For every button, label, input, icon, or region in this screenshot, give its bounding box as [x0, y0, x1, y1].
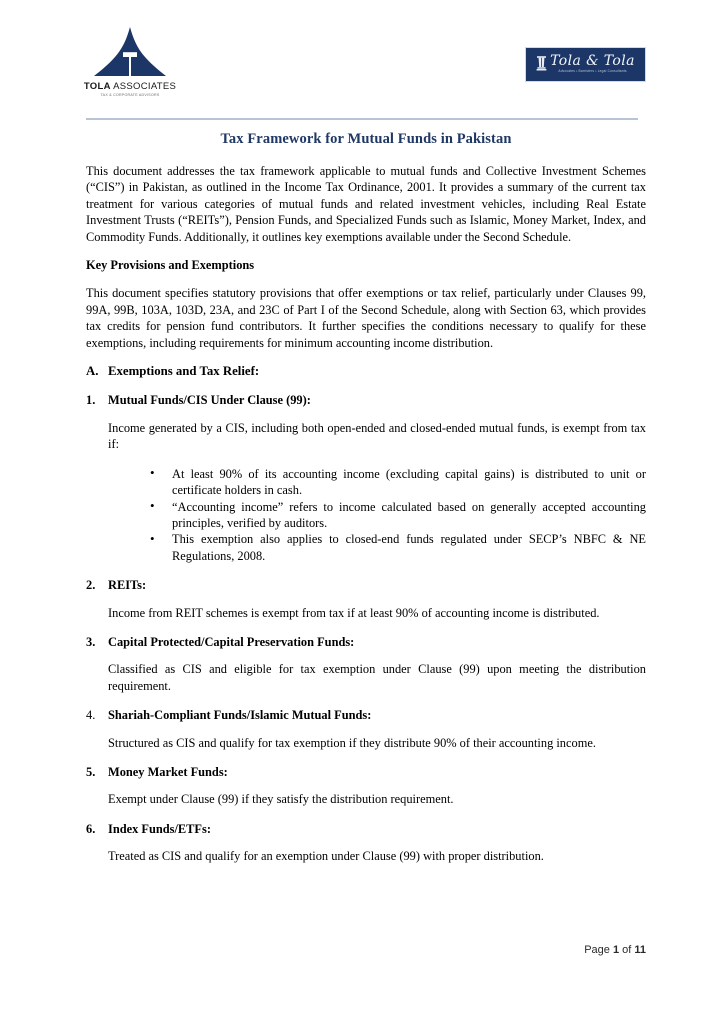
- tola-and-tola-logo: [525, 47, 646, 82]
- pillar-emblem-icon: [536, 55, 547, 71]
- item-3-title: Capital Protected/Capital Preservation Funds:: [108, 634, 355, 649]
- header-divider: [86, 118, 638, 120]
- item-2-title: REITs:: [108, 578, 147, 593]
- item-6-body: Treated as CIS and qualify for an exemption under Clause (99) with proper distribution.: [108, 849, 544, 864]
- list-item: • “Accounting income” refers to income calculated based on generally accepted accounting principles, verified by auditors.: [108, 499, 646, 532]
- item-heading-6: [86, 821, 646, 837]
- section-a-label: Exemptions and Tax Relief:: [108, 364, 260, 379]
- item-heading-2: [86, 577, 646, 593]
- item-2-body: Income from REIT schemes is exempt from tax if at least 90% of accounting income is distributed.: [108, 605, 600, 620]
- intro-paragraph: This document addresses the tax framework applicable to mutual funds and Collective Investment Schemes (“CIS”) in Pakistan, as outlined in the Income Tax Ordinance, 2001. It provides a summary of the current tax treatment for various categories of mutual funds and related investment vehicles, including Real Estate Investment Trusts (“REITs”), Pension Funds, and Specialized Funds such as Islamic, Money Market, Index, and Commodity Funds. Additionally, it outlines key exemptions available under the Second Schedule.: [86, 164, 646, 244]
- item-2-marker: 2.: [86, 578, 96, 593]
- item-heading-1: [86, 392, 646, 408]
- tola-logo-tagline: TAX & CORPORATE ADVISORS: [100, 92, 160, 97]
- item-1-title: Mutual Funds/CIS Under Clause (99):: [108, 393, 311, 408]
- item-3-marker: 3.: [86, 634, 96, 649]
- item-4-marker: 4.: [86, 708, 96, 723]
- page-title: Tax Framework for Mutual Funds in Pakistan: [220, 131, 512, 147]
- item-heading-3: [86, 634, 646, 650]
- page-header: [0, 0, 724, 108]
- list-item: • This exemption also applies to closed-end funds regulated under SECP’s NBFC & NE Regulations, 2008.: [108, 531, 646, 564]
- tola-name-bold: TOLA: [83, 81, 111, 92]
- item-1-marker: 1.: [86, 393, 96, 408]
- item-heading-5: [86, 764, 646, 780]
- tola-and-tola-script-text: Tola & Tola: [550, 52, 635, 69]
- item-5-body: Exempt under Clause (99) if they satisfy the distribution requirement.: [108, 792, 454, 807]
- footer-current-page: 1: [612, 944, 620, 956]
- footer-total-pages: 11: [634, 944, 646, 956]
- document-content: [86, 131, 646, 878]
- item-4-body: Structured as CIS and qualify for tax exemption if they distribute 90% of their accounting income.: [108, 735, 596, 750]
- item-4-title: Shariah-Compliant Funds/Islamic Mutual Funds:: [108, 708, 372, 723]
- item-3-body: Classified as CIS and eligible for tax exemption under Clause (99) upon meeting the distribution requirement.: [108, 662, 646, 693]
- page-footer: [86, 944, 646, 956]
- item-1-body: Income generated by a CIS, including both open-ended and closed-ended mutual funds, is exempt from tax if:: [108, 420, 646, 452]
- tola-logo-name: [74, 82, 186, 92]
- item-6-title: Index Funds/ETFs:: [108, 821, 211, 836]
- section-heading-a: [86, 363, 646, 379]
- tola-pyramid-logo-icon: [93, 26, 167, 80]
- tola-and-tola-subtitle: Advocates ▪ Barristers ▪ Legal Consultants: [558, 68, 627, 73]
- list-item: • At least 90% of its accounting income (excluding capital gains) is distributed to unit or certificate holders in cash.: [108, 466, 646, 499]
- item-5-marker: 5.: [86, 764, 96, 779]
- tola-associates-logo: [74, 26, 186, 97]
- item-1-bullet-list: [86, 466, 646, 564]
- item-6-marker: 6.: [86, 821, 96, 836]
- key-provisions-paragraph: This document specifies statutory provisions that offer exemptions or tax relief, particularly under Clauses 99, 99A, 99B, 103A, 103D, 23A, and 23C of Part I of the Second Schedule, along with Section 63, which provides tax credits for pension fund contributors. It further specifies the conditions necessary to qualify for these exemptions, including requirements for minimum accounting income distribution.: [86, 286, 646, 350]
- footer-page-prefix: Page: [584, 944, 613, 956]
- tola-name-light: ASSOCIATES: [110, 81, 177, 92]
- item-5-title: Money Market Funds:: [108, 764, 228, 779]
- footer-page-middle: of: [619, 944, 635, 956]
- item-heading-4: [86, 707, 646, 723]
- section-a-marker: A.: [86, 364, 99, 379]
- key-provisions-heading: Key Provisions and Exemptions: [86, 258, 255, 273]
